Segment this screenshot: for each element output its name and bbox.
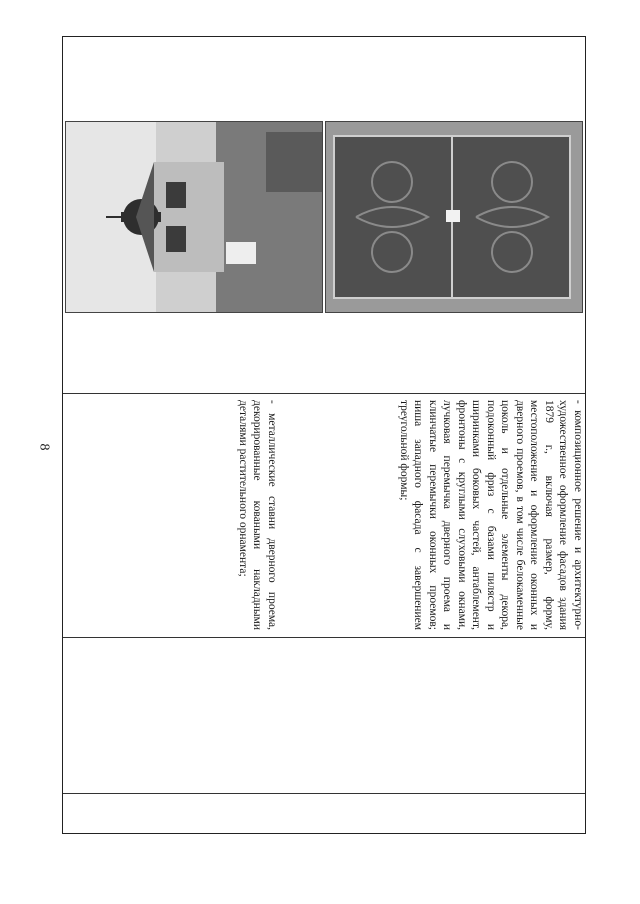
description-cell (63, 394, 585, 636)
page-number: 8 (36, 443, 52, 451)
document-table (62, 36, 586, 834)
metal-door-shutters-photo (325, 121, 583, 313)
table-column-divider (63, 793, 585, 794)
description-paragraph: - композиционное решение и архитектурно-художественное оформление фасадов здания 1879 г., включая размер, форму, местоположение и оформление оконных и дверного проемов, в том числе белокаменные цоколь и отдельные элементы декора, подоконный фриз с базами пилястр и ширинками боковых частей, антаблемент, фронтоны с круглыми слуховыми окнами, лучковая перемычка дверного проема и клинчатые перемычки оконных проемов; ниша западного фасада с завершением треугольной формы; (398, 400, 584, 630)
table-column-divider (63, 637, 585, 638)
description-paragraph: - металлические ставни дверного проема, декорированные коваными накладными деталями растительного орнамента; (237, 400, 278, 630)
church-facade-photo (65, 121, 323, 313)
